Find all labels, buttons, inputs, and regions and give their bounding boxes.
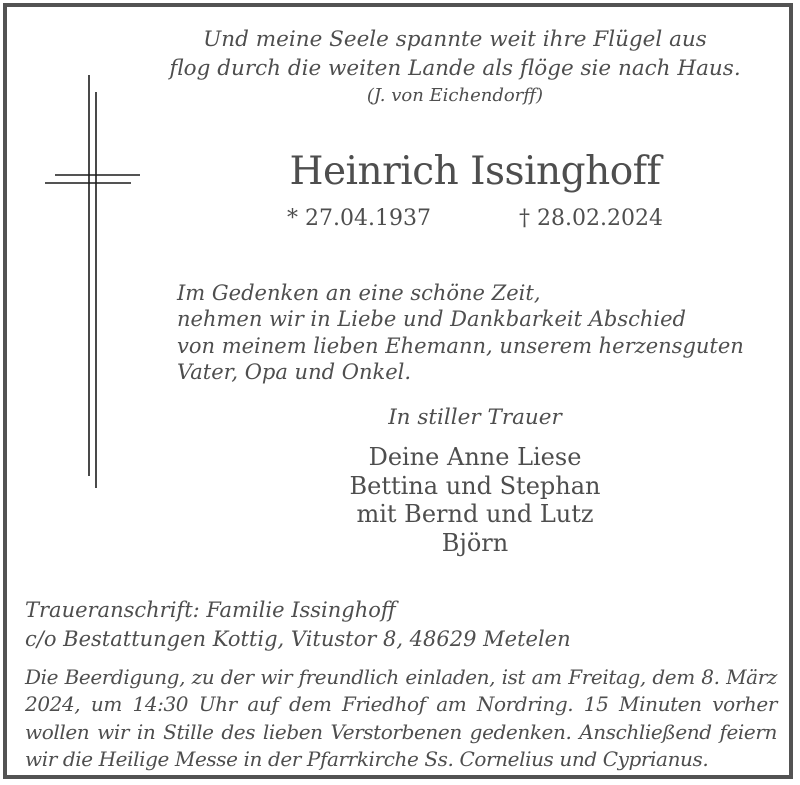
poem-line: Und meine Seele spannte weit ihre Flügel aus [203,27,707,52]
mourner-name: Deine Anne Liese [368,443,582,471]
mourning-address-line: c/o Bestattungen Kottig, Vitustor 8, 48629 Metelen [25,626,571,651]
funeral-details: Die Beerdigung, zu der wir freundlich einladen, ist am Freitag, dem 8. März 2024, um 14:30 Uhr auf dem Friedhof am Nordring. 15 Minuten vorher wollen wir in Stille des lieben Verstorbenen gedenken. Anschließend feiern wir die Heilige Messe in der Pfarrkirche Ss. Cornelius und Cyprianus. [25,665,777,772]
memorial-text-line: von meinem lieben Ehemann, unserem herzensguten [177,333,744,358]
memorial-text-line: nehmen wir in Liebe und Dankbarkeit Abschied [177,307,686,332]
mourner-name: Bettina und Stephan [349,471,601,500]
death-date: † 28.02.2024 [519,206,663,231]
birth-date: * 27.04.1937 [287,206,431,231]
deceased-name: Heinrich Issinghoff [289,149,661,194]
mourning-heading: In stiller Trauer [388,405,562,430]
memorial-text-line: Im Gedenken an eine schöne Zeit, [177,281,541,305]
mourning-address [25,596,571,653]
poem-attribution: (J. von Eichendorff) [366,85,544,106]
mourning-address-line: Traueranschrift: Familie Issinghoff [25,598,396,622]
life-dates [150,206,800,231]
memorial-text [177,280,744,386]
mourners-list [150,443,800,558]
memorial-text-line: Vater, Opa und Onkel. [177,360,412,385]
poem-line: flog durch die weiten Lande als flöge sie nach Haus. [169,55,741,81]
poem-block [125,26,785,109]
memorial-cross-icon [40,70,150,495]
mourner-name: Björn [441,529,509,558]
mourner-name: mit Bernd und Lutz [356,500,594,529]
